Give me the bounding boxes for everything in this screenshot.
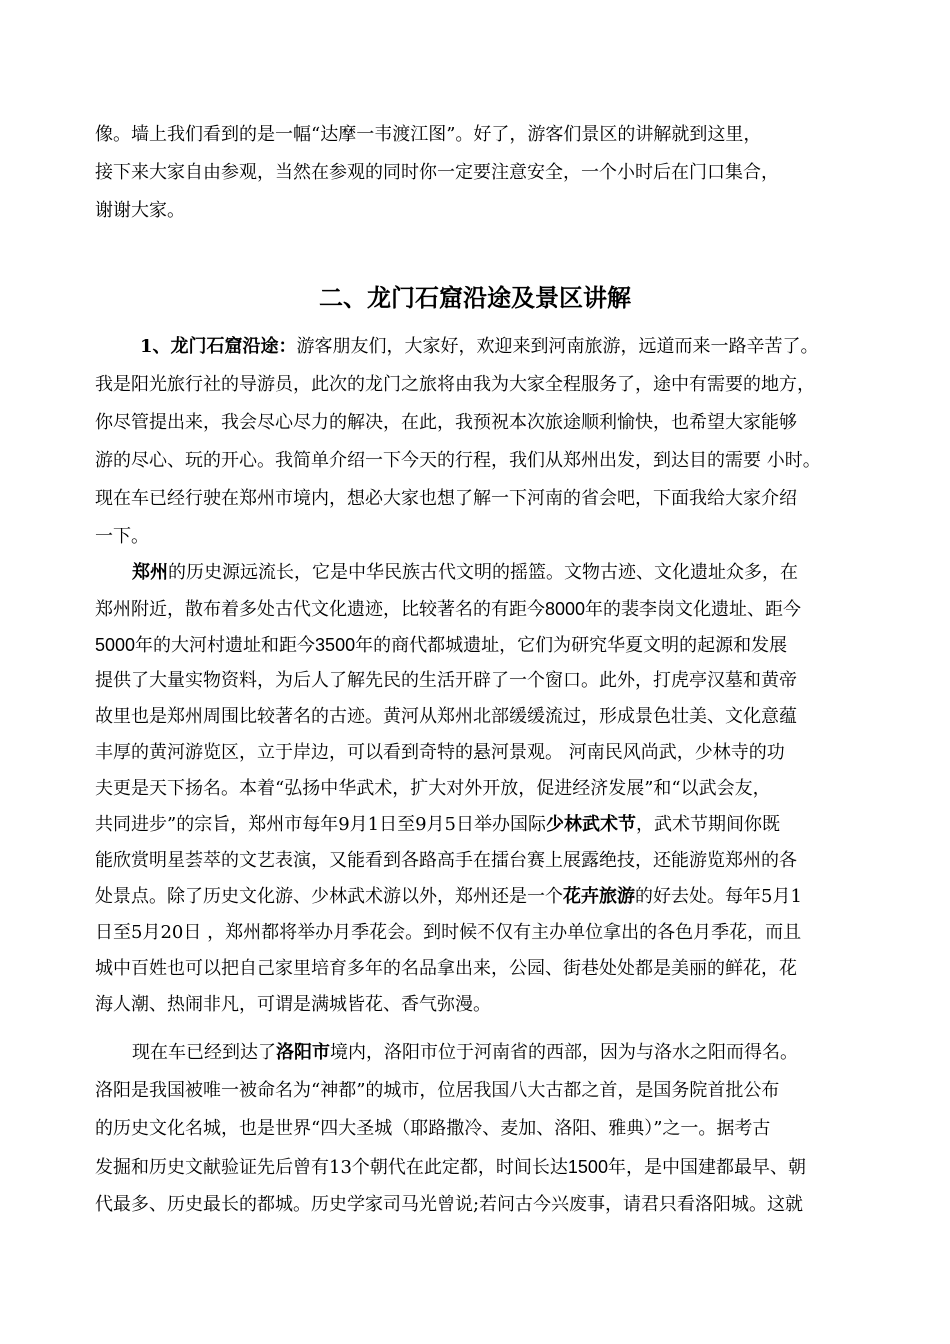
- text-run: 的历史源远流长，它是中华民族古代文明的摇篮。文物古迹、文化遗址众多，在: [168, 562, 798, 583]
- text-line: 谢谢大家。: [95, 200, 185, 221]
- keyword-zhengzhou: 郑州: [132, 562, 168, 583]
- text-line: 代最多、历史最长的都城。历史学家司马光曾说;若问古今兴废事，请君只看洛阳城。这就: [95, 1194, 804, 1215]
- text-run: 游客朋友们，大家好，欢迎来到河南旅游，远道而来一路辛苦了。: [296, 336, 819, 357]
- text-line: 能欣赏明星荟萃的文艺表演，又能看到各路高手在擂台赛上展露绝技，还能游览郑州的各: [95, 850, 797, 871]
- text-line: 故里也是郑州周围比较著名的古迹。黄河从郑州北部缓缓流过，形成景色壮美、文化意蕴: [95, 706, 797, 727]
- text-line: 海人潮、热闹非凡，可谓是满城皆花、香气弥漫。: [95, 994, 491, 1015]
- text-line: [95, 633, 787, 658]
- text-run: 现在车已经到达了: [132, 1042, 276, 1063]
- text-line: 提供了大量实物资料，为后人了解先民的生活开辟了一个窗口。此外，打虎亭汉墓和黄帝: [95, 670, 797, 691]
- text-run: 年，是中国建都最早、朝: [607, 1157, 806, 1178]
- keyword-luoyang: 洛阳市: [276, 1042, 330, 1063]
- text-line: [132, 561, 798, 585]
- text-run: 的好去处。每年5月1: [635, 886, 802, 907]
- text-run: 共同进步”的宗旨，郑州市每年9月1日至9月5日举办国际: [95, 814, 547, 835]
- text-run: 郑州附近，散布着多处古代文化遗迹，比较著名的有距今: [95, 599, 545, 620]
- number-run: 8000: [545, 599, 586, 619]
- number-run: 5000: [95, 635, 136, 655]
- text-line: 一下。: [95, 526, 149, 547]
- text-line: 城中百姓也可以把自己家里培育多年的名品拿出来，公园、街巷处处都是美丽的鲜花，花: [95, 958, 797, 979]
- text-line: 我是阳光旅行社的导游员，此次的龙门之旅将由我为大家全程服务了，途中有需要的地方，: [95, 374, 815, 395]
- section-label: 1、龙门石窟沿途：: [140, 336, 297, 357]
- text-line: 接下来大家自由参观，当然在参观的同时你一定要注意安全，一个小时后在门口集合，: [95, 162, 779, 183]
- text-line: 夫更是天下扬名。本着“弘扬中华武术，扩大对外开放，促进经济发展”和“以武会友，: [95, 778, 771, 799]
- text-run: ，武术节期间你既: [636, 814, 781, 835]
- text-line: [95, 597, 801, 622]
- text-run: 处景点。除了历史文化游、少林武术游以外，郑州还是一个: [95, 886, 563, 907]
- text-line: 洛阳是我国被唯一被命名为“神都”的城市，位居我国八大古都之首，是国务院首批公布: [95, 1080, 780, 1101]
- keyword-flower-tourism: 花卉旅游: [563, 886, 635, 907]
- text-line: [95, 813, 780, 837]
- text-run: 年的商代都城遗址，它们为研究华夏文明的起源和发展: [355, 635, 788, 656]
- text-run: 年的大河村遗址和距今: [135, 635, 316, 656]
- text-run: 发掘和历史文献验证先后曾有13个朝代在此定都，时间长达: [95, 1157, 568, 1178]
- text-line: 现在车已经行驶在郑州市境内，想必大家也想了解一下河南的省会吧，下面我给大家介绍: [95, 488, 797, 509]
- text-line: 日至5月20日 ，郑州都将举办月季花会。到时候不仅有主办单位拿出的各色月季花，而且: [95, 922, 802, 943]
- text-run: 境内，洛阳市位于河南省的西部，因为与洛水之阳而得名。: [330, 1042, 798, 1063]
- section-heading: 二、龙门石窟沿途及景区讲解: [319, 283, 631, 312]
- text-line: [140, 335, 819, 359]
- text-line: [95, 885, 802, 909]
- text-line: 游的尽心、玩的开心。我简单介绍一下今天的行程，我们从郑州出发，到达目的需要 小时。: [95, 450, 821, 471]
- text-run: 年的裴李岗文化遗址、距今: [585, 599, 802, 620]
- text-line: 的历史文化名城，也是世界“四大圣城（耶路撒冷、麦加、洛阳、雅典）”之一。据考古: [95, 1118, 771, 1139]
- text-line: 你尽管提出来，我会尽心尽力的解决，在此，我预祝本次旅途顺利愉快，也希望大家能够: [95, 412, 797, 433]
- text-line: [132, 1041, 798, 1065]
- text-line: 像。墙上我们看到的是一幅“达摩一韦渡江图”。好了，游客们景区的讲解就到这里，: [95, 124, 762, 145]
- number-run: 3500: [315, 635, 356, 655]
- number-run: 1500: [567, 1157, 608, 1177]
- keyword-shaolin-festival: 少林武术节: [546, 814, 637, 835]
- text-line: 丰厚的黄河游览区，立于岸边，可以看到奇特的悬河景观。 河南民风尚武，少林寺的功: [95, 742, 785, 763]
- text-line: [95, 1155, 806, 1180]
